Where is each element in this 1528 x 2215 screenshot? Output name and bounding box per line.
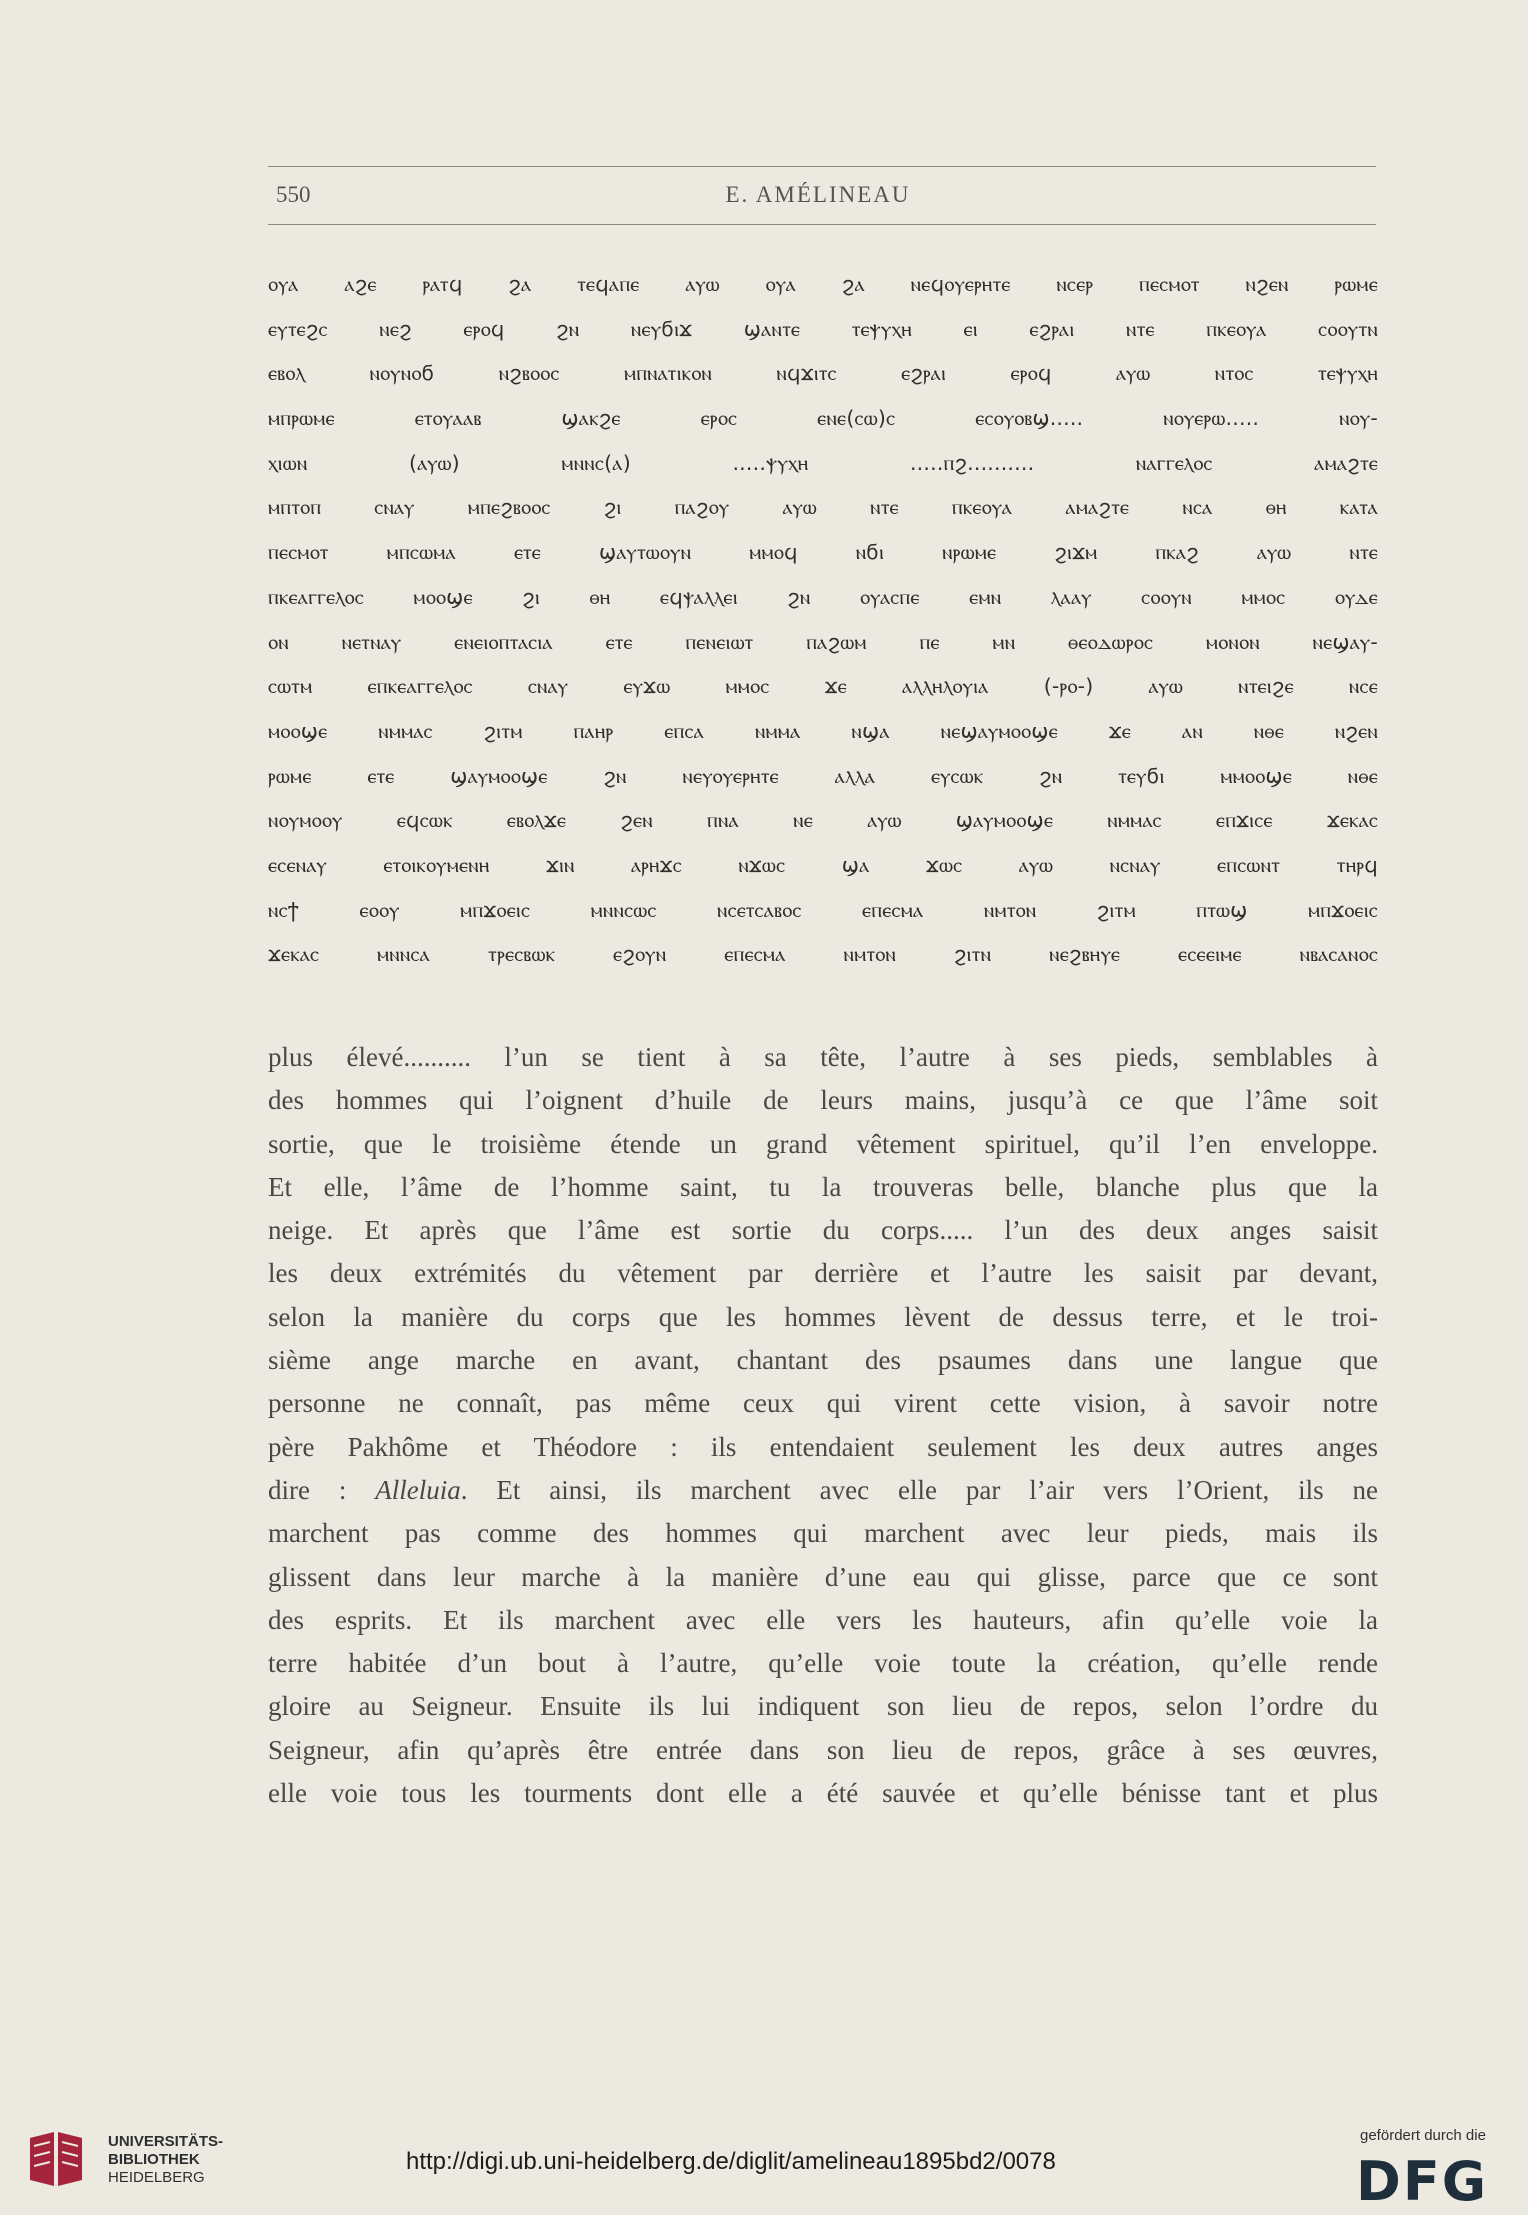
running-title: E. AMÉLINEAU bbox=[725, 182, 911, 207]
institution-line: UNIVERSITÄTS- bbox=[108, 2133, 224, 2150]
coptic-line: ⲭⲓⲱⲛ (ⲁⲩⲱ) ⲙⲛⲛⲥ(ⲁ) .....ⲯⲩⲭⲏ .....ⲡϩ.......... ⲛⲁⲅⲅⲉⲗⲟⲥ ⲁⲙⲁϩⲧⲉ bbox=[268, 450, 1378, 475]
coptic-line: ϫⲉⲕⲁⲥ ⲙⲛⲛⲥⲁ ⲧⲣⲉⲥⲃⲱⲕ ⲉϩⲟⲩⲛ ⲉⲡⲉⲥⲙⲁ ⲛⲙⲧⲟⲛ ϩⲓⲧⲛ ⲛⲉϩⲃⲏⲩⲉ ⲉⲥⲉⲉⲓⲙⲉ ⲛⲃⲁⲥⲁⲛⲟⲥ bbox=[268, 942, 1378, 967]
university-library-logo bbox=[24, 2128, 88, 2192]
coptic-line: ⲛⲟⲩⲙⲟⲟⲩ ⲉϥⲥⲱⲕ ⲉⲃⲟⲗϫⲉ ϩⲉⲛ ⲡⲛⲁ ⲛⲉ ⲁⲩⲱ ϣⲁⲩⲙⲟⲟϣⲉ ⲛⲙⲙⲁⲥ ⲉⲡϫⲓⲥⲉ ϫⲉⲕⲁⲥ bbox=[268, 808, 1378, 833]
french-line: Seigneur, afin qu’après être entrée dans son lieu de repos, grâce à ses œuvres, bbox=[268, 1734, 1378, 1765]
coptic-text-block bbox=[268, 262, 1378, 977]
funding-caption: gefördert durch die bbox=[1360, 2127, 1486, 2144]
coptic-line: ⲟⲩⲁ ⲁϩⲉ ⲣⲁⲧϥ ϩⲁ ⲧⲉϥⲁⲡⲉ ⲁⲩⲱ ⲟⲩⲁ ϩⲁ ⲛⲉϥⲟⲩⲉⲣⲏⲧⲉ ⲛⲥⲉⲣ ⲡⲉⲥⲙⲟⲧ ⲛϩⲉⲛ ⲣⲱⲙⲉ bbox=[268, 272, 1378, 296]
french-line: selon la manière du corps que les hommes lèvent de dessus terre, et le troi- bbox=[268, 1301, 1378, 1332]
coptic-line: ⲡⲉⲥⲙⲟⲧ ⲙⲡⲥⲱⲙⲁ ⲉⲧⲉ ϣⲁⲩⲧⲱⲟⲩⲛ ⲙⲙⲟϥ ⲛϭⲓ ⲛⲣⲱⲙⲉ ϩⲓϫⲙ ⲡⲕⲁϩ ⲁⲩⲱ ⲛⲧⲉ bbox=[268, 540, 1378, 565]
svg-text:DFG: DFG bbox=[1356, 2150, 1489, 2206]
institution-name bbox=[108, 2133, 223, 2187]
dfg-logo bbox=[1352, 2150, 1502, 2206]
coptic-line: ⲙⲡⲣⲱⲙⲉ ⲉⲧⲟⲩⲁⲁⲃ ϣⲁⲕϩⲉ ⲉⲣⲟⲥ ⲉⲛⲉ(ⲥⲱ)ⲥ ⲉⲥⲟⲩⲟⲃϣ..... ⲛⲟⲩⲉⲣⲱ..... ⲛⲟⲩ- bbox=[268, 406, 1378, 431]
french-line: glissent dans leur marche à la manière d’une eau qui glisse, parce que ce sont bbox=[268, 1561, 1378, 1592]
french-line: sième ange marche en avant, chantant des psaumes dans une langue que bbox=[268, 1345, 1378, 1376]
coptic-line: ⲙⲟⲟϣⲉ ⲛⲙⲙⲁⲥ ϩⲓⲧⲙ ⲡⲁⲏⲣ ⲉⲡⲥⲁ ⲛⲙⲙⲁ ⲛϣⲁ ⲛⲉϣⲁⲩⲙⲟⲟϣⲉ ϫⲉ ⲁⲛ ⲛⲑⲉ ⲛϩⲉⲛ bbox=[268, 718, 1378, 743]
french-line: neige. Et après que l’âme est sortie du corps..... l’un des deux anges saisit bbox=[268, 1215, 1378, 1246]
french-line: marchent pas comme des hommes qui marchent avec leur pieds, mais ils bbox=[268, 1518, 1378, 1549]
header-rule-top bbox=[268, 166, 1376, 167]
institution-line: BIBLIOTHEK bbox=[108, 2151, 200, 2168]
french-translation-block bbox=[268, 1036, 1378, 1815]
french-line: elle voie tous les tourments dont elle a été sauvée et qu’elle bénisse tant et plus bbox=[268, 1778, 1378, 1809]
french-line: dire : Alleluia. Et ainsi, ils marchent avec elle par l’air vers l’Orient, ils ne bbox=[268, 1474, 1379, 1505]
coptic-line: ⲛⲥϯ ⲉⲟⲟⲩ ⲙⲡϫⲟⲉⲓⲥ ⲙⲛⲛⲥⲱⲥ ⲛⲥⲉⲧⲥⲁⲃⲟⲥ ⲉⲡⲉⲥⲙⲁ ⲛⲙⲧⲟⲛ ϩⲓⲧⲙ ⲡⲧⲱϣ ⲙⲡϫⲟⲉⲓⲥ bbox=[268, 897, 1378, 922]
header-rule-bottom bbox=[268, 224, 1376, 225]
french-line: les deux extrémités du vêtement par derrière et l’autre les saisit par devant, bbox=[268, 1258, 1378, 1289]
french-line: gloire au Seigneur. Ensuite ils lui indiquent son lieu de repos, selon l’ordre du bbox=[268, 1691, 1378, 1722]
french-line: des esprits. Et ils marchent avec elle vers les hauteurs, afin qu’elle voie la bbox=[268, 1604, 1378, 1635]
french-line: Et elle, l’âme de l’homme saint, tu la trouveras belle, blanche plus que la bbox=[268, 1171, 1378, 1202]
italic-word: Alleluia bbox=[375, 1474, 461, 1505]
coptic-line: ⲣⲱⲙⲉ ⲉⲧⲉ ϣⲁⲩⲙⲟⲟϣⲉ ϩⲛ ⲛⲉⲩⲟⲩⲉⲣⲏⲧⲉ ⲁⲗⲗⲁ ⲉⲩⲥⲱⲕ ϩⲛ ⲧⲉⲩϭⲓ ⲙⲙⲟⲟϣⲉ ⲛⲑⲉ bbox=[268, 763, 1378, 788]
page-header bbox=[268, 176, 1368, 216]
coptic-line: ⲉⲩⲧⲉϩⲥ ⲛⲉϩ ⲉⲣⲟϥ ϩⲛ ⲛⲉⲩϭⲓϫ ϣⲁⲛⲧⲉ ⲧⲉⲯⲩⲭⲏ ⲉⲓ ⲉϩⲣⲁⲓ ⲛⲧⲉ ⲡⲕⲉⲟⲩⲁ ⲥⲟⲟⲩⲧⲛ bbox=[268, 316, 1378, 341]
french-line: plus élevé.......... l’un se tient à sa tête, l’autre à ses pieds, semblables à bbox=[268, 1042, 1378, 1072]
french-line: sortie, que le troisième étende un grand vêtement spirituel, qu’il l’en enveloppe. bbox=[268, 1128, 1378, 1159]
coptic-line: ⲙⲡⲧⲟⲡ ⲥⲛⲁⲩ ⲙⲡⲉϩⲃⲟⲟⲥ ϩⲓ ⲡⲁϩⲟⲩ ⲁⲩⲱ ⲛⲧⲉ ⲡⲕⲉⲟⲩⲁ ⲁⲙⲁϩⲧⲉ ⲛⲥⲁ ⲑⲏ ⲕⲁⲧⲁ bbox=[268, 495, 1378, 520]
french-line: père Pakhôme et Théodore : ils entendaient seulement les deux autres anges bbox=[268, 1431, 1378, 1462]
coptic-line: ⲥⲱⲧⲙ ⲉⲡⲕⲉⲁⲅⲅⲉⲗⲟⲥ ⲥⲛⲁⲩ ⲉⲩϫⲱ ⲙⲙⲟⲥ ϫⲉ ⲁⲗⲗⲏⲗⲟⲩⲓⲁ (-ⲣⲟ-) ⲁⲩⲱ ⲛⲧⲉⲓϩⲉ ⲛⲥⲉ bbox=[268, 674, 1378, 699]
coptic-line: ⲡⲕⲉⲁⲅⲅⲉⲗⲟⲥ ⲙⲟⲟϣⲉ ϩⲓ ⲑⲏ ⲉϥⲯⲁⲗⲗⲉⲓ ϩⲛ ⲟⲩⲁⲥⲡⲉ ⲉⲙⲛ ⲗⲁⲁⲩ ⲥⲟⲟⲩⲛ ⲙⲙⲟⲥ ⲟⲩⲇⲉ bbox=[268, 584, 1378, 609]
french-line: des hommes qui l’oignent d’huile de leurs mains, jusqu’à ce que l’âme soit bbox=[268, 1085, 1378, 1116]
coptic-line: ⲉⲥⲉⲛⲁⲩ ⲉⲧⲟⲓⲕⲟⲩⲙⲉⲛⲏ ϫⲓⲛ ⲁⲣⲏϫⲥ ⲛϫⲱⲥ ϣⲁ ϫⲱⲥ ⲁⲩⲱ ⲛⲥⲛⲁⲩ ⲉⲡⲥⲱⲛⲧ ⲧⲏⲣϥ bbox=[268, 852, 1378, 877]
page-number: 550 bbox=[276, 182, 311, 207]
coptic-line: ⲉⲃⲟⲗ ⲛⲟⲩⲛⲟϭ ⲛϩⲃⲟⲟⲥ ⲙⲡⲛⲁⲧⲓⲕⲟⲛ ⲛϥϫⲓⲧⲥ ⲉϩⲣⲁⲓ ⲉⲣⲟϥ ⲁⲩⲱ ⲛⲧⲟⲥ ⲧⲉⲯⲩⲭⲏ bbox=[268, 361, 1378, 386]
french-line: terre habitée d’un bout à l’autre, qu’elle voie toute la création, qu’elle rende bbox=[268, 1648, 1378, 1679]
coptic-line: ⲟⲛ ⲛⲉⲧⲛⲁⲩ ⲉⲛⲉⲓⲟⲡⲧⲁⲥⲓⲁ ⲉⲧⲉ ⲡⲉⲛⲉⲓⲱⲧ ⲡⲁϩⲱⲙ ⲡⲉ ⲙⲛ ⲑⲉⲟⲇⲱⲣⲟⲥ ⲙⲟⲛⲟⲛ ⲛⲉϣⲁⲩ- bbox=[268, 629, 1378, 654]
french-line: personne ne connaît, pas même ceux qui virent cette vision, à savoir notre bbox=[268, 1388, 1378, 1419]
source-url-link[interactable]: http://digi.ub.uni-heidelberg.de/diglit/amelineau1895bd2/0078 bbox=[406, 2148, 1056, 2175]
institution-line: HEIDELBERG bbox=[108, 2169, 205, 2186]
